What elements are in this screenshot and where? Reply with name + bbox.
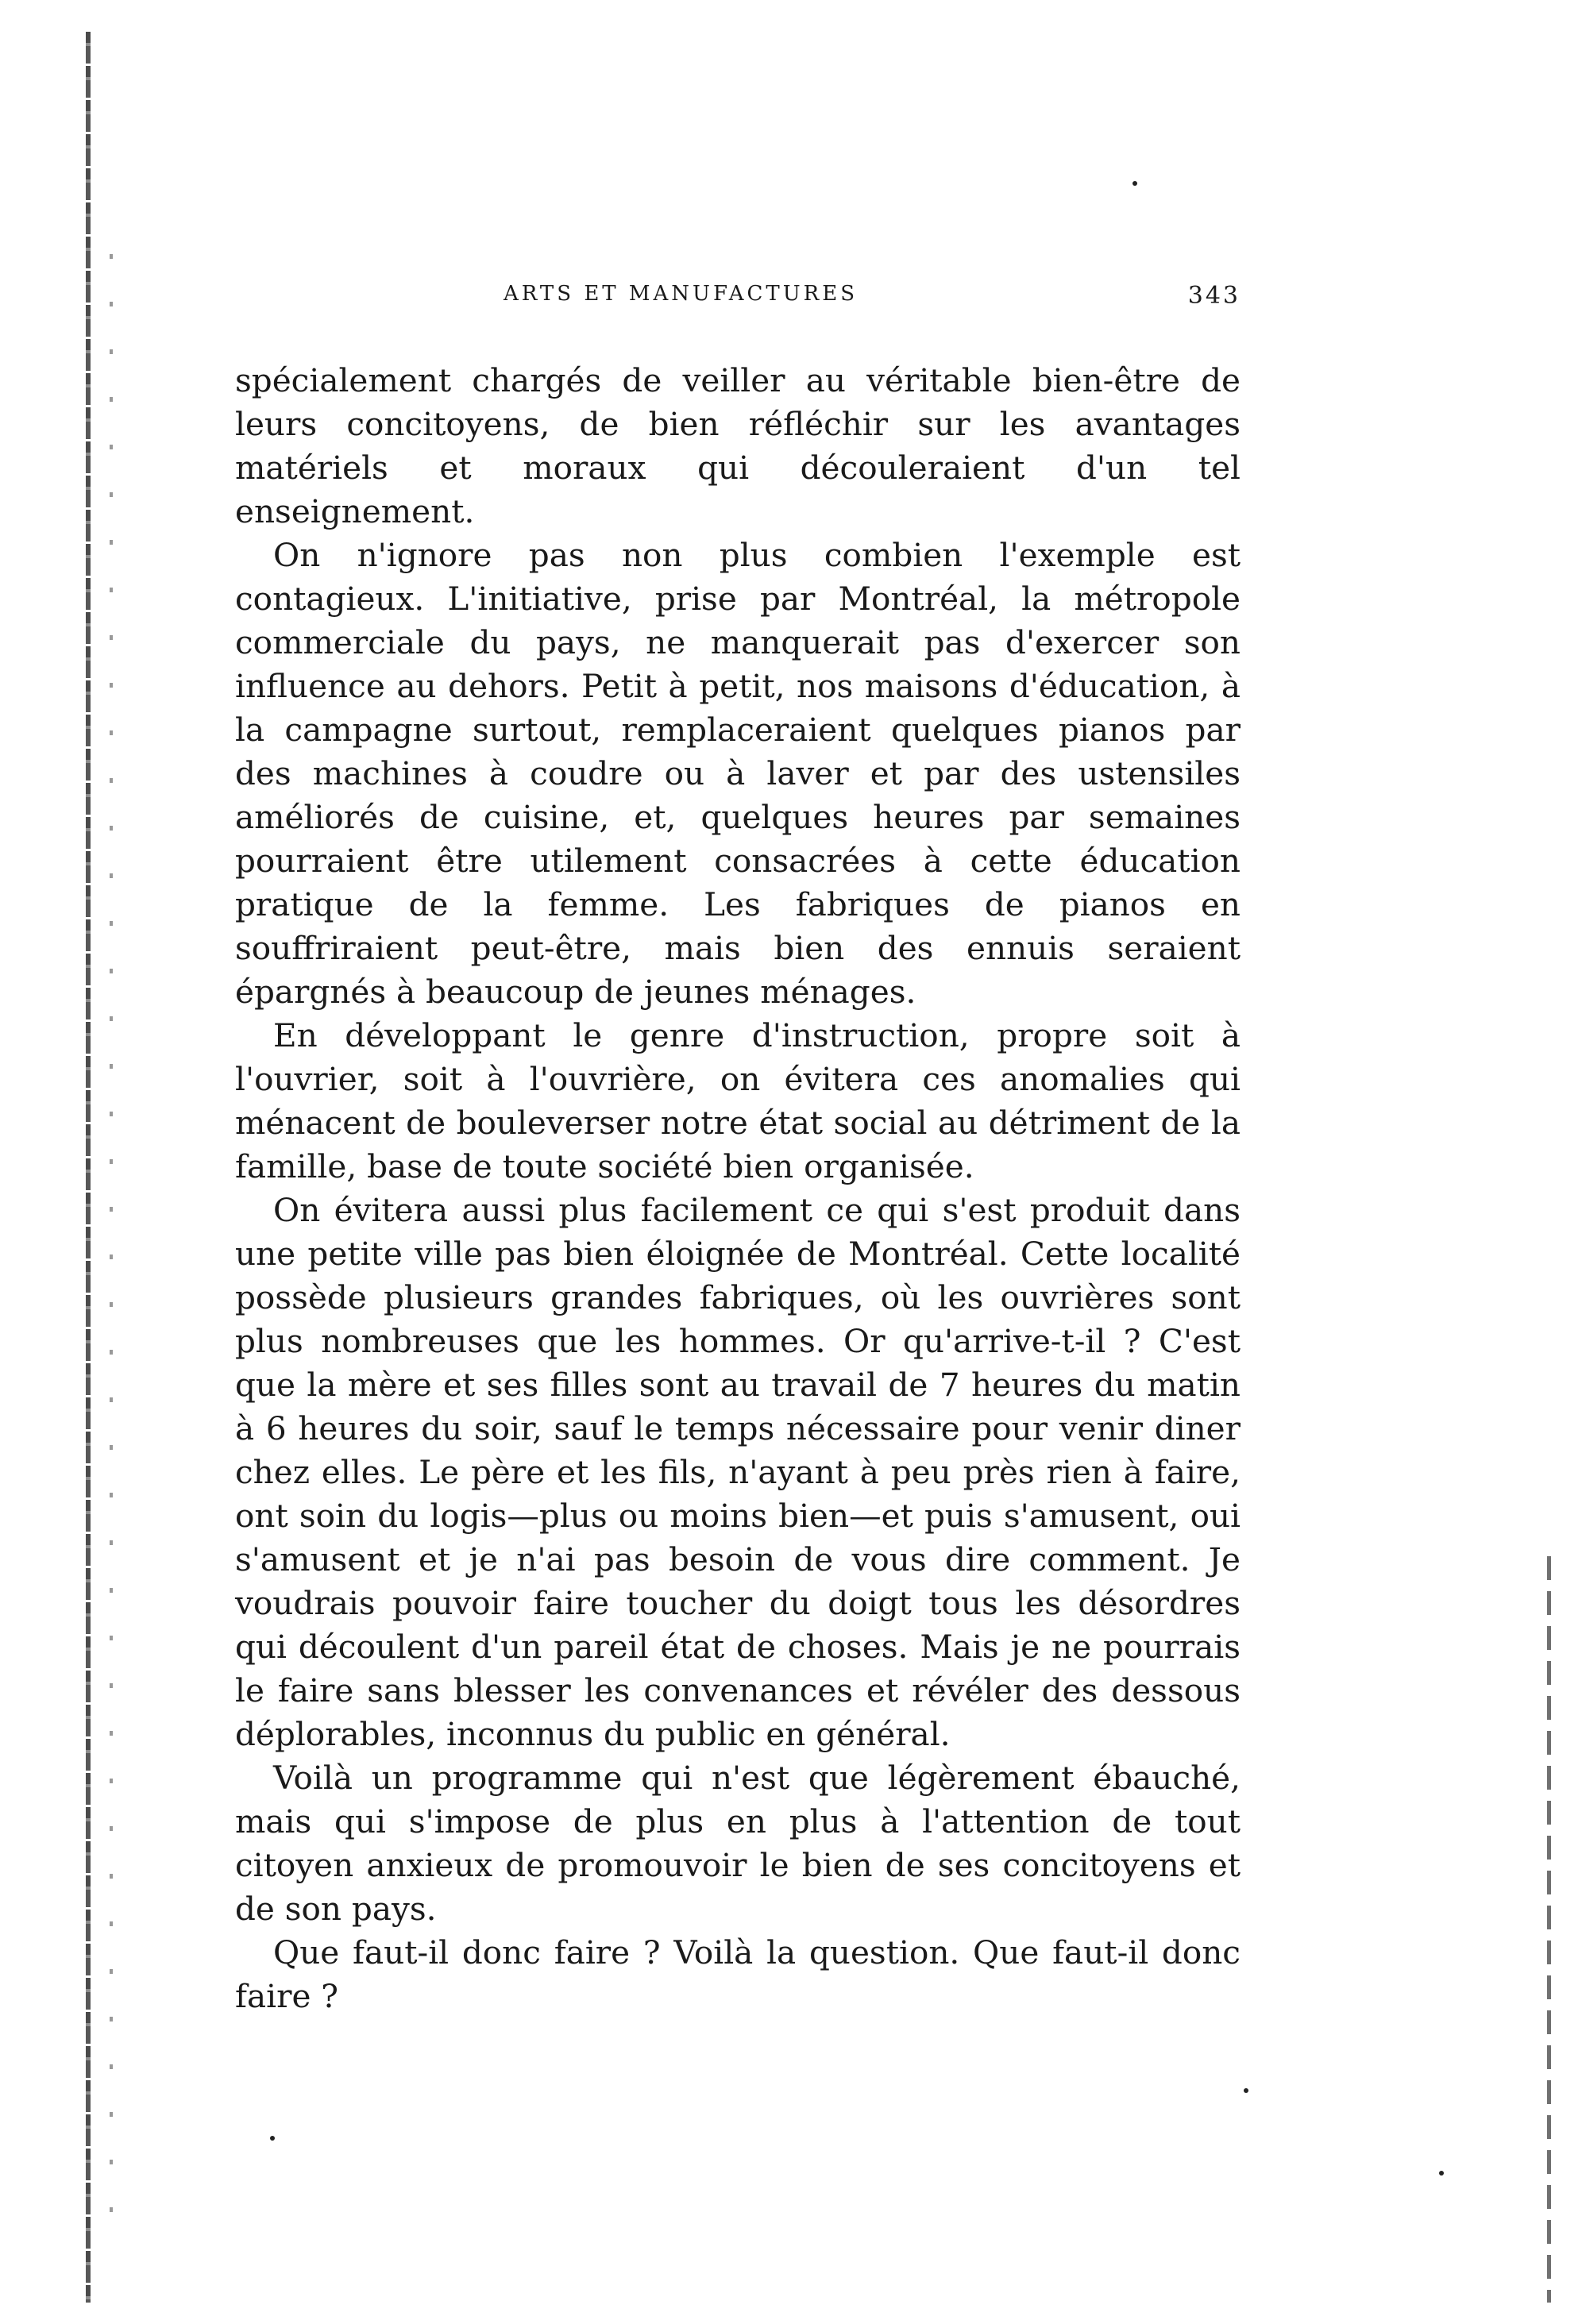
paragraph: Que faut-il donc faire ? Voilà la question. Que faut-il donc faire ? (235, 1933, 1241, 2015)
scan-right-edge (1547, 1556, 1551, 2303)
scan-speck (270, 2136, 275, 2141)
running-head (232, 282, 1241, 314)
body-text (235, 359, 1241, 2018)
scan-binding-edge (86, 32, 91, 2303)
running-title: ARTS ET MANUFACTURES (504, 282, 859, 306)
scan-binding-marks (110, 254, 113, 2239)
scan-speck (1439, 2171, 1444, 2176)
paragraph: En développant le genre d'instruction, propre soit à l'ouvrier, soit à l'ouvrière, on évitera ces anomalies qui ménacent de bouleverser notre état social au détriment de la famille, base de toute société bien organisée. (235, 1016, 1241, 1185)
paragraph: spécialement chargés de veiller au véritable bien-être de leurs concitoyens, de bien réfléchir sur les avantages matériels et moraux qui découleraient d'un tel enseignement. (235, 361, 1241, 530)
paragraph: On évitera aussi plus facilement ce qui s'est produit dans une petite ville pas bien éloignée de Montréal. Cette localité possède plusieurs grandes fabriques, où les ouvrières sont plus nombreuses que les hommes. Or qu'arrive-t-il ? C'est que la mère et ses filles sont au travail de 7 heures du matin à 6 heures du soir, sauf le temps nécessaire pour venir diner chez elles. Le père et les fils, n'ayant à peu près rien à faire, ont soin du logis—plus ou moins bien—et puis s'amusent, oui s'amusent et je n'ai pas besoin de vous dire comment. Je voudrais pouvoir faire toucher du doigt tous les désordres qui découlent d'un pareil état de choses. Mais je ne pourrais le faire sans blesser les convenances et révéler des dessous déplorables, inconnus du public en général. (235, 1191, 1241, 1753)
scan-speck (1132, 181, 1137, 186)
scan-speck (1244, 2088, 1248, 2093)
page-number: 343 (1187, 282, 1241, 310)
paragraph: Voilà un programme qui n'est que légèrement ébauché, mais qui s'impose de plus en plus à l'attention de tout citoyen anxieux de promouvoir le bien de ses concitoyens et de son pays. (235, 1759, 1241, 1928)
paragraph: On n'ignore pas non plus combien l'exemple est contagieux. L'initiative, prise par Montréal, la métropole commerciale du pays, ne manquerait pas d'exercer son influence au dehors. Petit à petit, nos maisons d'éducation, à la campagne surtout, remplaceraient quelques pianos par des machines à coudre ou à laver et par des ustensiles améliorés de cuisine, et, quelques heures par semaines pourraient être utilement consacrées à cette éducation pratique de la femme. Les fabriques de pianos en souffriraient peut-être, mais bien des ennuis seraient épargnés à beaucoup de jeunes ménages. (235, 536, 1241, 1011)
